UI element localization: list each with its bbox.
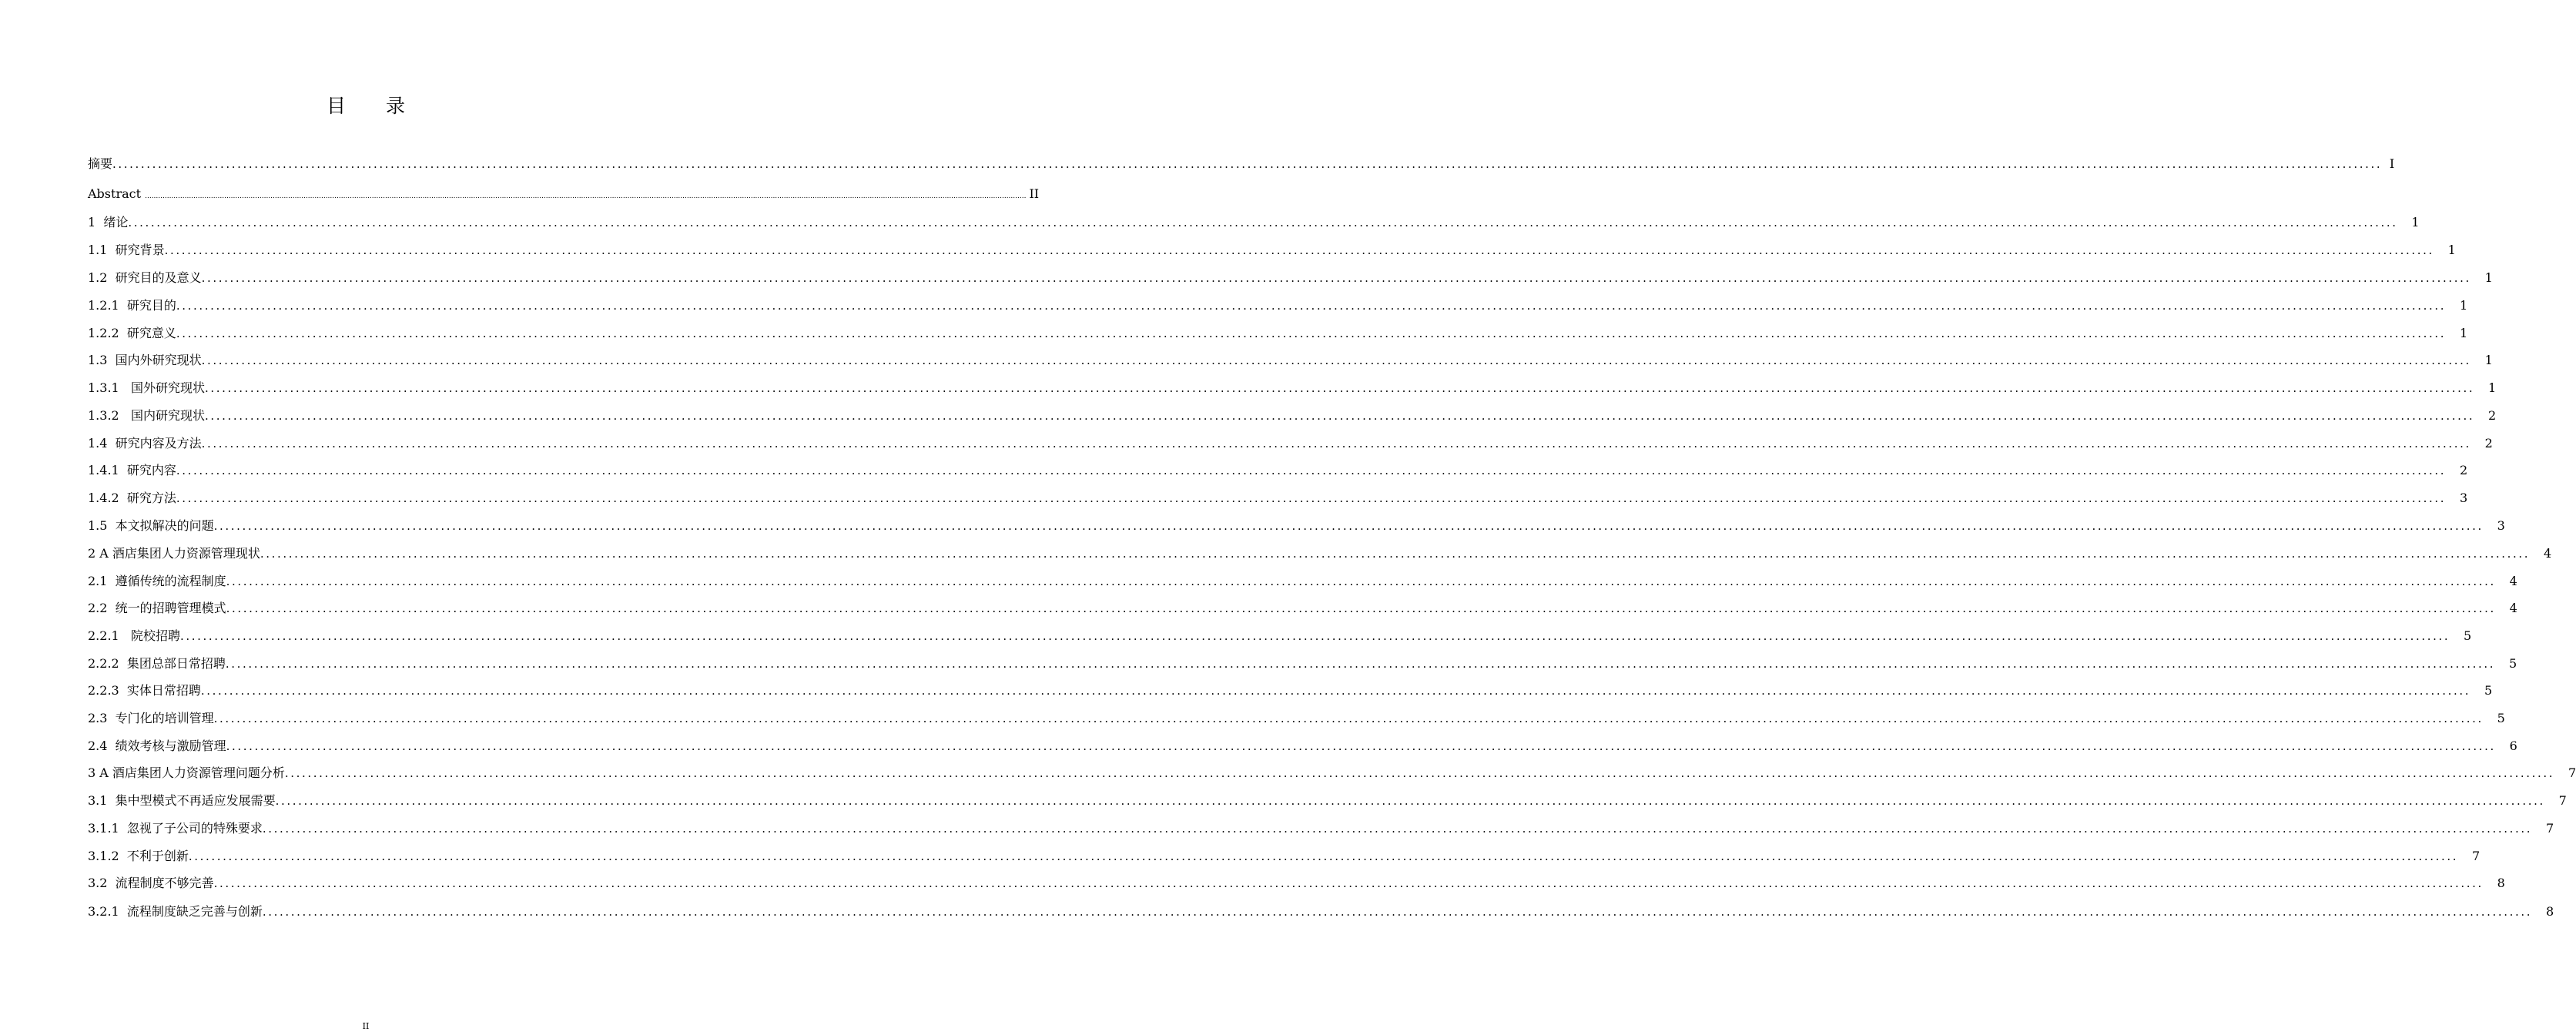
toc-entry[interactable]	[88, 681, 2493, 701]
toc-entry[interactable]	[88, 902, 2554, 922]
toc-entry-page-number: 8	[2497, 876, 2505, 890]
toc-entry-label: 2.2 统一的招聘管理模式	[88, 601, 226, 615]
toc-entry-page-number: 7	[2558, 793, 2567, 808]
toc-entry-label: 3.2.1 流程制度缺乏完善与创新	[88, 904, 263, 919]
toc-entry-page-number: 3	[2459, 491, 2468, 505]
toc-entry-page-number: 7	[2568, 765, 2576, 780]
toc-entry-label: 2.1 遵循传统的流程制度	[88, 574, 226, 588]
toc-leader-dots: ................................................................................................................................................................................................................................................................................................................................................................................................................	[176, 464, 2447, 477]
toc-entry-page-number: 4	[2543, 546, 2552, 561]
toc-entry-page-number: 4	[2509, 601, 2517, 615]
toc-entry[interactable]	[88, 846, 2481, 866]
toc-entry-label: 2.2.2 集团总部日常招聘	[88, 656, 226, 671]
toc-leader-dots: ................................................................................................................................................................................................................................................................................................................................................................................................................	[226, 739, 2496, 753]
toc-entry-label: 3.1.2 不利于创新	[88, 849, 189, 863]
toc-leader-dots: ................................................................................................................................................................................................................................................................................................................................................................................................................	[188, 849, 2459, 863]
toc-entry-page-number: 5	[2484, 683, 2493, 698]
toc-entry[interactable]	[88, 544, 2552, 564]
toc-entry-page-number: 2	[2484, 436, 2493, 451]
toc-entry-page-number: 2	[2488, 408, 2497, 423]
toc-leader-dots: ................................................................................................................................................................................................................................................................................................................................................................................................................	[262, 822, 2533, 836]
toc-entry-label: 2.2.3 实体日常招聘	[88, 683, 201, 698]
toc-leader-dots: ................................................................................................................................................................................................................................................................................................................................................................................................................	[176, 491, 2447, 505]
toc-entry[interactable]	[88, 240, 2456, 260]
toc-entry[interactable]	[88, 268, 2493, 288]
toc-leader-dots: ................................................................................................................................................................................................................................................................................................................................................................................................................	[213, 712, 2484, 725]
toc-entry-page-number: 5	[2497, 711, 2505, 725]
toc-entry-page-number: 7	[2545, 821, 2554, 836]
toc-entry-label: 1.2 研究目的及意义	[88, 270, 202, 285]
toc-leader-dots: ................................................................................................................................................................................................................................................................................................................................................................................................................	[201, 437, 2471, 451]
toc-entry[interactable]	[88, 461, 2468, 481]
toc-entry[interactable]	[88, 736, 2517, 756]
toc-leader-dots: ................................................................................................................................................................................................................................................................................................................................................................................................................	[204, 409, 2475, 423]
toc-entry-label: 1.3 国内外研究现状	[88, 353, 202, 367]
toc-entry[interactable]	[88, 791, 2567, 811]
toc-leader-dots: ................................................................................................................................................................................................................................................................................................................................................................................................................	[262, 905, 2533, 919]
toc-leader-dots: ................................................................................................................................................................................................................................................................................................................................................................................................................	[213, 519, 2484, 533]
toc-entry[interactable]	[88, 708, 2505, 729]
toc-entry-page-number: 1	[2484, 270, 2493, 285]
toc-entry[interactable]	[88, 154, 2395, 174]
toc-entry[interactable]	[88, 598, 2517, 618]
toc-leader-dots: ................................................................................................................................................................................................................................................................................................................................................................................................................	[128, 216, 2398, 229]
toc-entry-page-number: I	[2389, 156, 2395, 171]
toc-leader-dots: ................................................................................................................................................................................................................................................................................................................................................................................................................	[213, 876, 2484, 890]
toc-entry-page-number: 3	[2497, 518, 2505, 533]
toc-entry-page-number: 4	[2509, 574, 2517, 588]
toc-entry-page-number: 6	[2509, 739, 2517, 753]
toc-entry[interactable]	[88, 323, 2468, 343]
toc-leader-dots: ................................................................................................................................................................................................................................................................................................................................................................................................................	[164, 243, 2434, 257]
toc-leader-dots: ................................................................................................................................................................................................................................................................................................................................................................................................................	[201, 271, 2471, 285]
toc-entry[interactable]	[88, 184, 1040, 204]
toc-leader-dots: ................................................................................................................................................................................................................................................................................................................................................................................................................	[275, 794, 2545, 808]
toc-entry-label: 3.2 流程制度不够完善	[88, 876, 214, 890]
toc-entry-label: 1.4.2 研究方法	[88, 491, 176, 505]
toc-entry-label: 1.3.2 国内研究现状	[88, 408, 205, 423]
toc-entry-label: 1 绪论	[88, 215, 129, 229]
toc-entry-label: 2.3 专门化的培训管理	[88, 711, 214, 725]
toc-entry[interactable]	[88, 378, 2497, 398]
toc-entry-page-number: 5	[2508, 656, 2517, 671]
toc-entry-label: 1.1 研究背景	[88, 243, 165, 257]
toc-entry-label: 3 A 酒店集团人力资源管理问题分析	[88, 765, 285, 780]
toc-leader-dots: ................................................................................................................................................................................................................................................................................................................................................................................................................	[200, 684, 2471, 698]
toc-leader-dots: ................................................................................................................................................................................................................................................................................................................................................................................................................	[226, 574, 2496, 588]
page-title: 目 录	[327, 95, 422, 117]
toc-entry[interactable]	[88, 516, 2505, 536]
toc-entry-page-number: 5	[2464, 628, 2472, 643]
toc-entry[interactable]	[88, 571, 2517, 591]
toc-entry-page-number: II	[1029, 186, 1040, 201]
toc-leader-dots: ................................................................................................................................................................................................................................................................................................................................................................................................................	[284, 766, 2555, 780]
toc-leader-dots: ................................................................................................................................................................................................................................................................................................................................................................................................................	[260, 547, 2531, 561]
toc-entry[interactable]	[88, 213, 2420, 233]
toc-entry-label: 3.1 集中型模式不再适应发展需要	[88, 793, 276, 808]
toc-entry-label: 1.2.2 研究意义	[88, 326, 176, 340]
toc-entry[interactable]	[88, 406, 2497, 426]
toc-entry[interactable]	[88, 488, 2468, 508]
toc-entry-label: Abstract	[88, 186, 146, 201]
toc-entry[interactable]	[88, 296, 2468, 316]
toc-entry-page-number: 1	[2459, 326, 2468, 340]
toc-entry-page-number: 1	[2488, 380, 2497, 395]
toc-entry[interactable]	[88, 434, 2493, 454]
toc-entry-label: 1.3.1 国外研究现状	[88, 380, 205, 395]
toc-entry[interactable]	[88, 626, 2472, 646]
toc-entry-label: 1.2.1 研究目的	[88, 298, 176, 313]
toc-entry-page-number: 8	[2545, 904, 2554, 919]
toc-entry-label: 1.4.1 研究内容	[88, 463, 176, 477]
toc-entry-label: 1.5 本文拟解决的问题	[88, 518, 214, 533]
toc-leader-dots: ................................................................................................................................................................................................................................................................................................................................................................................................................	[201, 353, 2471, 367]
toc-entry-page-number: 1	[2459, 298, 2468, 313]
toc-leader-dots: ................................................................................................................................................................................................................................................................................................................................................................................................................	[225, 657, 2496, 671]
toc-entry-label: 摘要	[88, 156, 113, 171]
toc-leader-dots: ................................................................................................................................................................................................................................................................................................................................................................................................................	[112, 157, 2383, 171]
page-footer-number: II	[362, 1021, 370, 1031]
toc-entry-page-number: 1	[2447, 243, 2456, 257]
toc-leader-dots: ................................................................................................................................................................................................................................................................................................................................................................................................................	[226, 601, 2496, 615]
toc-leader-dots: ................................................................................................................................................................................................................................................................................................................................................................................................................	[176, 327, 2447, 340]
toc-leader-dots: ................................................................................................................................................................................................................................................................................................................................................................................................................	[179, 629, 2450, 643]
toc-entry-page-number: 1	[2411, 215, 2420, 229]
toc-entry[interactable]	[88, 873, 2505, 893]
toc-leader-dots: ................................................................................................................................................................................................................................................................................................................................................................................................................	[145, 193, 1027, 200]
toc-entry-page-number: 1	[2484, 353, 2493, 367]
toc-entry-label: 2.2.1 院校招聘	[88, 628, 180, 643]
toc-entry[interactable]	[88, 654, 2517, 674]
toc-entry[interactable]	[88, 763, 2576, 783]
toc-entry[interactable]	[88, 350, 2493, 370]
toc-entry-page-number: 2	[2459, 463, 2468, 477]
toc-entry-label: 2 A 酒店集团人力资源管理现状	[88, 546, 260, 561]
toc-entry-label: 2.4 绩效考核与激励管理	[88, 739, 226, 753]
toc-entry-label: 1.4 研究内容及方法	[88, 436, 202, 451]
toc-leader-dots: ................................................................................................................................................................................................................................................................................................................................................................................................................	[204, 381, 2475, 395]
toc-entry-label: 3.1.1 忽视了子公司的特殊要求	[88, 821, 263, 836]
toc-leader-dots: ................................................................................................................................................................................................................................................................................................................................................................................................................	[176, 299, 2447, 313]
toc-entry[interactable]	[88, 819, 2554, 839]
toc-entry-page-number: 7	[2471, 849, 2481, 863]
